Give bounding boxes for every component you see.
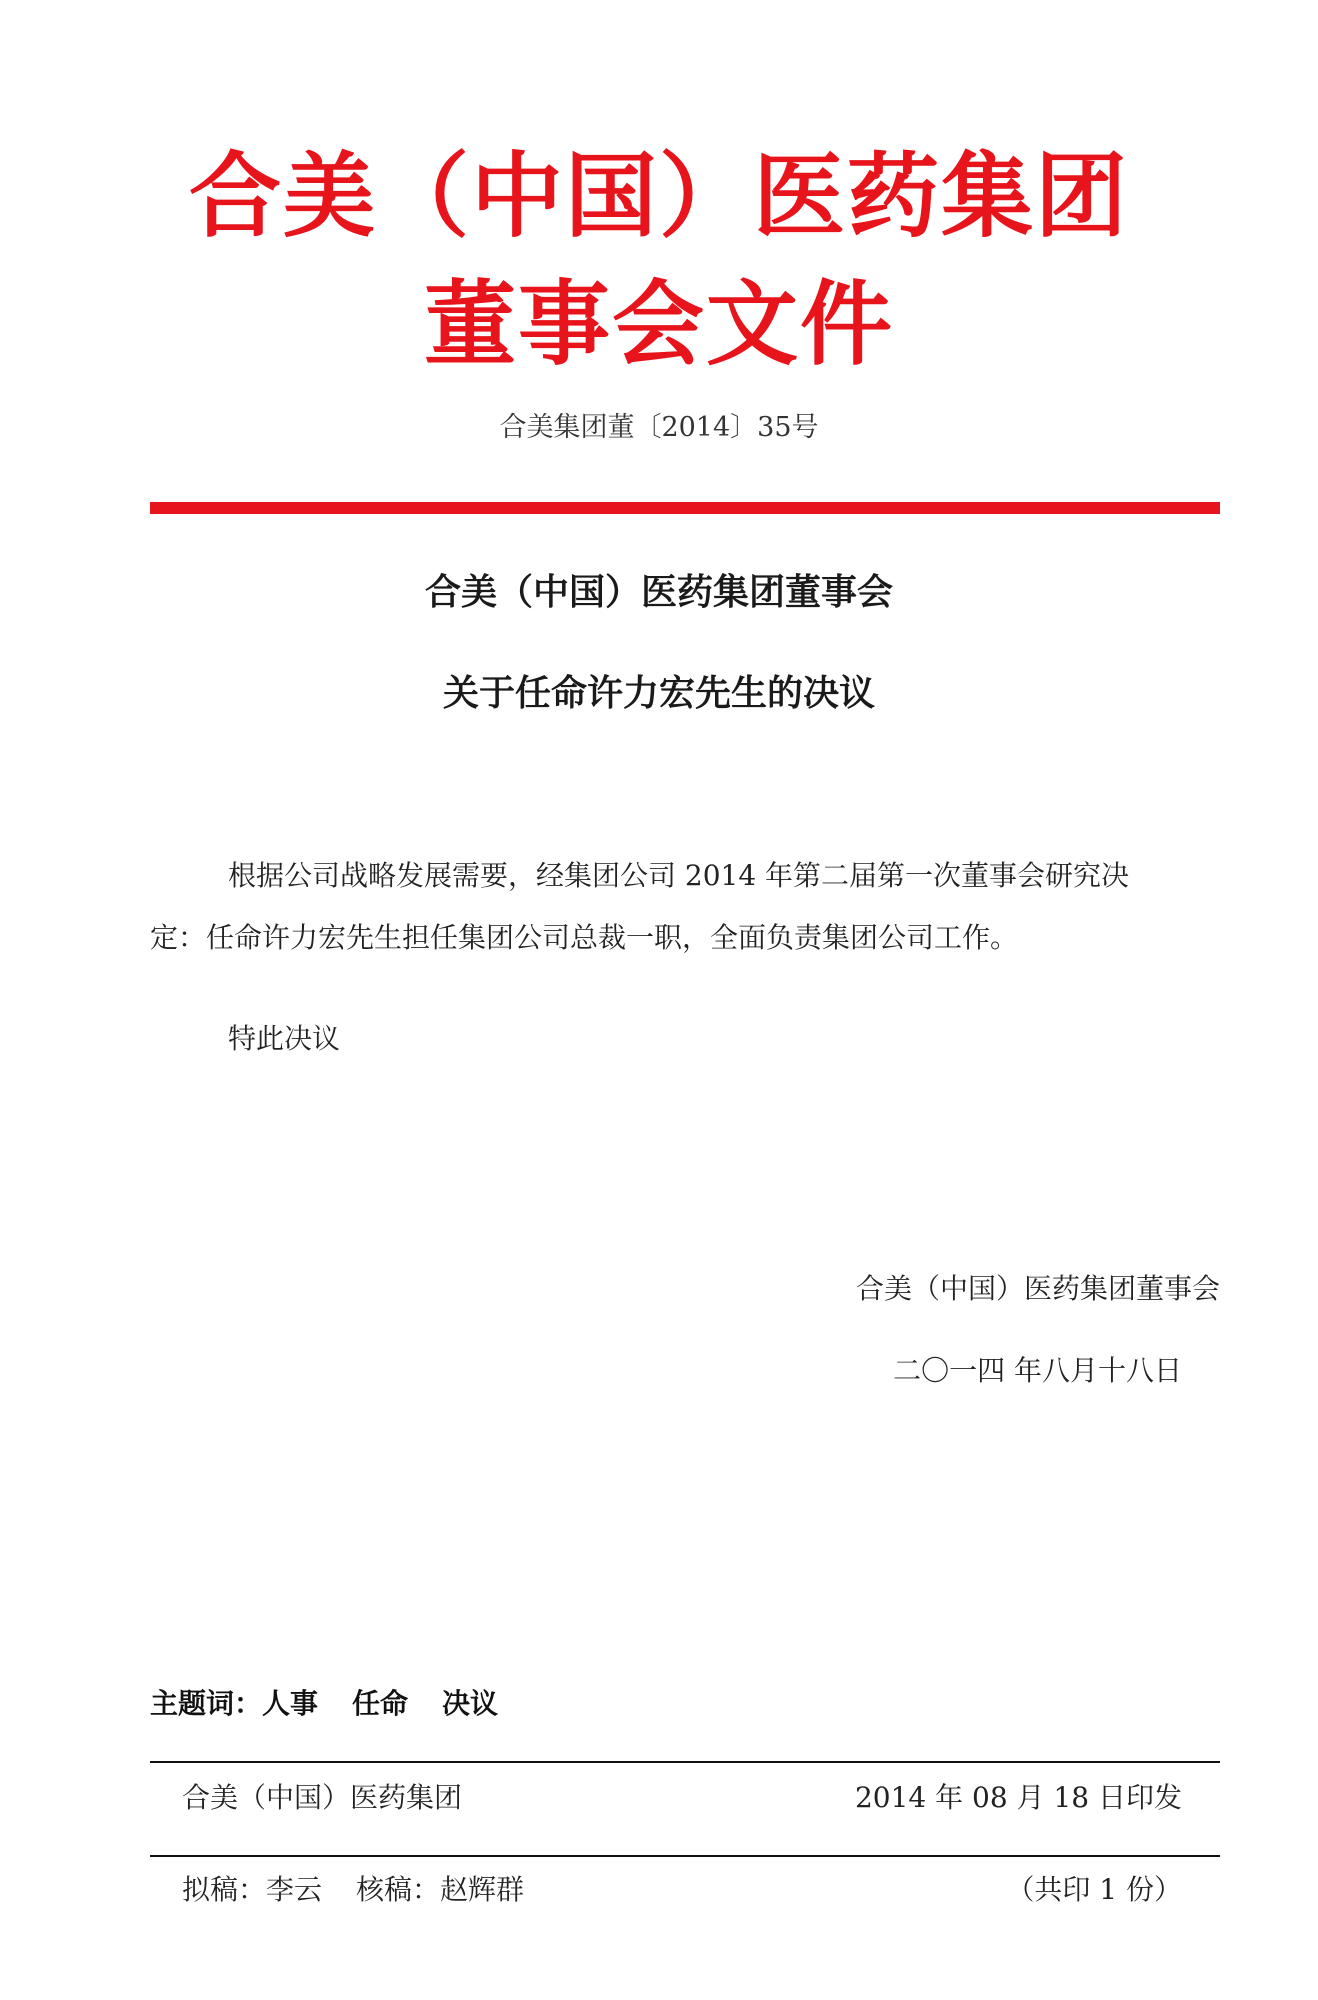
document-title-line2: 关于任命许力宏先生的决议 [442,672,875,714]
document-number: 合美集团董〔2014〕35号 [499,412,819,443]
red-divider [150,502,1220,514]
keyword-item: 任命 [352,1687,409,1720]
reviewer: 核稿：赵辉群 [356,1873,525,1906]
body-paragraph-line2: 定：任命许力宏先生担任集团公司总裁一职，全面负责集团公司工作。 [150,921,1019,954]
footer-rule-top [150,1761,1220,1763]
keyword-item: 决议 [442,1687,499,1720]
copies-count: （共印 1 份） [1006,1873,1182,1906]
header-title-line1: 合美（中国）医药集团 [188,142,1129,250]
body-paragraph-line1: 根据公司战略发展需要，经集团公司 2014 年第二届第一次董事会研究决 [228,859,1130,892]
keywords-line [150,1687,499,1720]
closing-text: 特此决议 [228,1022,341,1055]
printed-date: 2014 年 08 月 18 日印发 [854,1781,1182,1814]
keyword-item: 人事 [262,1687,319,1720]
issuer-name: 合美（中国）医药集团 [182,1781,463,1814]
footer-rule-bottom [150,1855,1220,1857]
signature-organization: 合美（中国）医药集团董事会 [855,1272,1220,1305]
signature-date: 二〇一四 年八月十八日 [893,1354,1182,1387]
keywords-label: 主题词： [150,1687,263,1720]
drafter-reviewer-line [182,1873,525,1906]
drafter: 拟稿：李云 [182,1873,323,1906]
header-title-line2: 董事会文件 [423,270,894,378]
document-title-line1: 合美（中国）医药集团董事会 [424,571,893,613]
